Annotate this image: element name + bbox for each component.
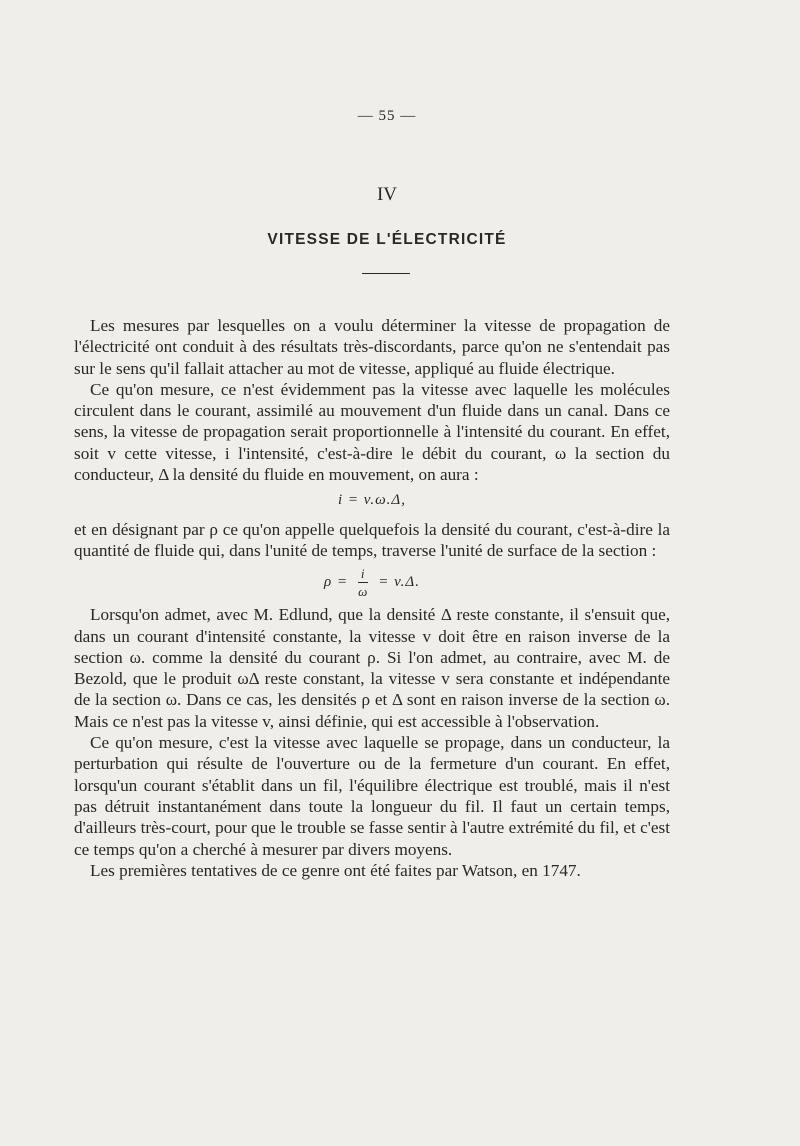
paragraph: et en désignant par ρ ce qu'on appelle quelquefois la densité du courant, c'est-à-dire la quantité de fluide qui, dans l'unité de temps, traverse l'unité de surface de la section : — [74, 519, 670, 560]
formula-right: = v.Δ. — [378, 574, 420, 591]
formula-left: ρ = — [324, 574, 349, 591]
paragraph: Les mesures par lesquelles on a voulu déterminer la vitesse de propagation de l'électricité ont conduit à des résultats très-discordants, parce qu'on ne s'entendait pas sur le sens qu'il fallait attacher au mot de vitesse, appliqué au fluide électrique. — [74, 316, 670, 378]
chapter-title: VITESSE DE L'ÉLECTRICITÉ — [267, 231, 507, 248]
page-number: — 55 — — [357, 108, 417, 124]
fraction-numerator: i — [360, 566, 366, 582]
paragraph: Les premières tentatives de ce genre ont été faites par Watson, en 1747. — [90, 860, 581, 880]
title-divider — [362, 273, 410, 274]
formula-intensity: i = v.ω.Δ, — [338, 492, 406, 509]
fraction-denominator: ω — [358, 584, 369, 600]
paragraph: Ce qu'on mesure, c'est la vitesse avec laquelle se propage, dans un conducteur, la perturbation qui résulte de l'ouverture ou de la fermeture d'un courant. En effet, lorsqu'un courant s'établit dans un fil, l'équilibre électrique est troublé, mais il n'est pas détruit instantanément dans toute la longueur du fil. Il faut un certain temps, d'ailleurs très-court, pour que le trouble se fasse sentir à l'autre extrémité du fil, et c'est ce temps qu'on a cherché à mesurer par divers moyens. — [74, 733, 670, 859]
chapter-number: IV — [376, 184, 398, 205]
paragraph: Ce qu'on mesure, ce n'est évidemment pas la vitesse avec laquelle les molécules circulent dans le courant, assimilé au mouvement d'un fluide dans un canal. Dans ce sens, la vitesse de propagation serait proportionnelle à l'intensité du courant. En effet, soit v cette vitesse, i l'intensité, c'est-à-dire le débit du courant, ω la section du conducteur, Δ la densité du fluide en mouvement, on aura : — [74, 379, 670, 485]
formula-fraction — [358, 567, 368, 598]
fraction-bar — [358, 582, 368, 583]
formula-density — [74, 567, 670, 598]
paragraph: Lorsqu'on admet, avec M. Edlund, que la densité Δ reste constante, il s'ensuit que, dans un courant d'intensité constante, la vitesse v doit être en raison inverse de la section ω. comme la densité du courant ρ. Si l'on admet, au contraire, avec M. de Bezold, que le produit ωΔ reste constant, la vitesse v sera constante et indépendante de la section ω. Dans ce cas, les densités ρ et Δ sont en raison inverse de la section ω. Mais ce n'est pas la vitesse v, ainsi définie, qui est accessible à l'observation. — [74, 605, 670, 731]
body-text — [74, 315, 670, 881]
